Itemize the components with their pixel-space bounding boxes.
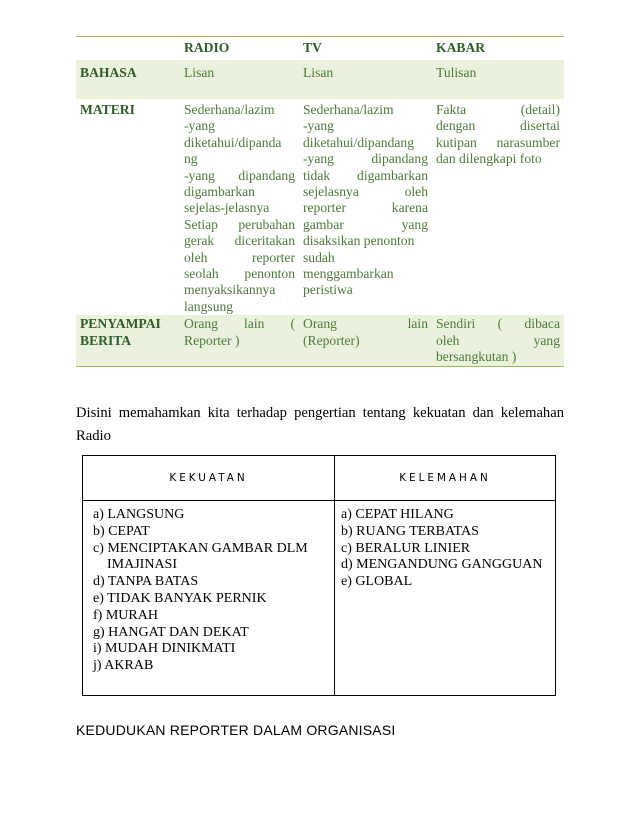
header-kelemahan: KELEMAHAN — [335, 456, 556, 501]
materi-radio-line: Sederhana/lazim — [184, 102, 275, 117]
list-item: e) TIDAK BANYAK PERNIK — [93, 590, 267, 606]
cell-penyampai-kabar — [432, 315, 564, 366]
materi-tv-line: disaksikan penonton — [303, 233, 415, 249]
kekuatan-list-cell — [83, 501, 335, 696]
materi-tv-line: peristiwa — [303, 282, 353, 298]
kk-header-row — [83, 456, 556, 501]
list-item: g) HANGAT DAN DEKAT — [93, 624, 249, 640]
materi-radio-line: langsung — [184, 298, 234, 314]
table-row-materi — [76, 99, 564, 315]
cell-materi-tv — [299, 99, 432, 315]
row-label-penyampai — [76, 315, 180, 366]
cell-materi-radio — [180, 99, 299, 315]
materi-radio-line: ng — [184, 151, 198, 167]
list-item: d) MENGANDUNG GANGGUAN — [341, 557, 543, 573]
row-label-line: BERITA — [80, 332, 132, 348]
materi-tv-line: sudah — [303, 249, 335, 265]
penyampai-kabar-line: oleh yang — [436, 332, 560, 348]
header-kekuatan: KEKUATAN — [83, 456, 335, 501]
materi-kabar-line: dengan disertai — [436, 118, 560, 134]
materi-radio-line: menyaksikannya — [184, 282, 276, 298]
materi-radio-line: oleh reporter — [184, 249, 295, 265]
body-paragraph: Disini memahamkan kita terhadap pengertian tentang kekuatan dan kelemahan Radio — [76, 405, 564, 444]
list-item: c) MENCIPTAKAN GAMBAR DLM — [93, 540, 308, 556]
kelemahan-list — [341, 507, 551, 591]
materi-radio-line: -yang — [184, 118, 215, 134]
kelemahan-list-cell — [335, 501, 556, 696]
materi-radio-line: diketahui/dipanda — [184, 134, 282, 150]
penyampai-tv-line: (Reporter) — [303, 332, 360, 348]
materi-tv-line: sejelasnya oleh — [303, 184, 428, 200]
materi-tv-line: diketahui/dipandang — [303, 134, 414, 150]
header-radio: RADIO — [180, 37, 299, 61]
materi-radio-line: -yang dipandang — [184, 167, 295, 183]
cell-bahasa-radio: Lisan — [180, 60, 299, 99]
list-item: b) CEPAT — [93, 523, 150, 539]
materi-radio-line: sejelas-jelasnya — [184, 200, 270, 216]
cell-penyampai-tv — [299, 315, 432, 366]
header-tv: TV — [299, 37, 432, 61]
list-item: d) TANPA BATAS — [93, 574, 199, 590]
cell-materi-kabar — [432, 99, 564, 315]
materi-radio-line: Setiap perubahan — [184, 216, 295, 232]
table-row-bahasa — [76, 60, 564, 99]
table-row-penyampai — [76, 315, 564, 366]
penyampai-radio-line: Reporter ) — [184, 332, 240, 348]
materi-kabar-line: kutipan narasumber — [436, 134, 560, 150]
table-header-row — [76, 37, 564, 61]
list-item: f) MURAH — [93, 607, 158, 623]
materi-tv-line: gambar yang — [303, 216, 428, 232]
materi-tv-line: menggambarkan — [303, 266, 394, 282]
list-item: c) BERALUR LINIER — [341, 540, 471, 556]
materi-kabar-line: dan dilengkapi foto — [436, 151, 542, 167]
header-empty — [76, 37, 180, 61]
kk-content-row — [83, 501, 556, 696]
list-item: b) RUANG TERBATAS — [341, 523, 479, 539]
row-label-line: PENYAMPAI — [80, 316, 161, 332]
penyampai-tv-line: Orang lain — [303, 316, 428, 332]
materi-radio-line: seolah penonton — [184, 266, 295, 282]
materi-tv-line: Sederhana/lazim — [303, 102, 394, 117]
materi-radio-line: gerak diceritakan — [184, 233, 295, 249]
materi-tv-line: -yang — [303, 118, 334, 134]
header-kabar: KABAR — [432, 37, 564, 61]
cell-bahasa-kabar: Tulisan — [432, 60, 564, 99]
list-item: IMAJINASI — [107, 557, 177, 573]
strength-weakness-table — [82, 455, 556, 696]
penyampai-radio-line: Orang lain ( — [184, 316, 295, 332]
row-label-bahasa: BAHASA — [76, 60, 180, 99]
materi-tv-line: reporter karena — [303, 200, 428, 216]
penyampai-kabar-line: bersangkutan ) — [436, 349, 517, 365]
materi-tv-line: -yang dipandang — [303, 151, 428, 167]
materi-tv-line: tidak digambarkan — [303, 167, 428, 183]
penyampai-kabar-line: Sendiri ( dibaca — [436, 316, 560, 332]
materi-radio-line: digambarkan — [184, 184, 255, 200]
list-item: j) AKRAB — [93, 658, 154, 674]
list-item: i) MUDAH DINIKMATI — [93, 641, 236, 657]
list-item: a) CEPAT HILANG — [341, 507, 454, 522]
list-item: a) LANGSUNG — [93, 507, 185, 522]
row-label-materi: MATERI — [80, 102, 135, 117]
media-comparison-table — [76, 36, 564, 367]
kekuatan-list — [93, 507, 330, 675]
cell-bahasa-tv: Lisan — [299, 60, 432, 99]
cell-penyampai-radio — [180, 315, 299, 366]
section-heading: KEDUDUKAN REPORTER DALAM ORGANISASI — [76, 722, 396, 738]
materi-kabar-line: Fakta (detail) — [436, 102, 560, 117]
list-item: e) GLOBAL — [341, 574, 413, 590]
